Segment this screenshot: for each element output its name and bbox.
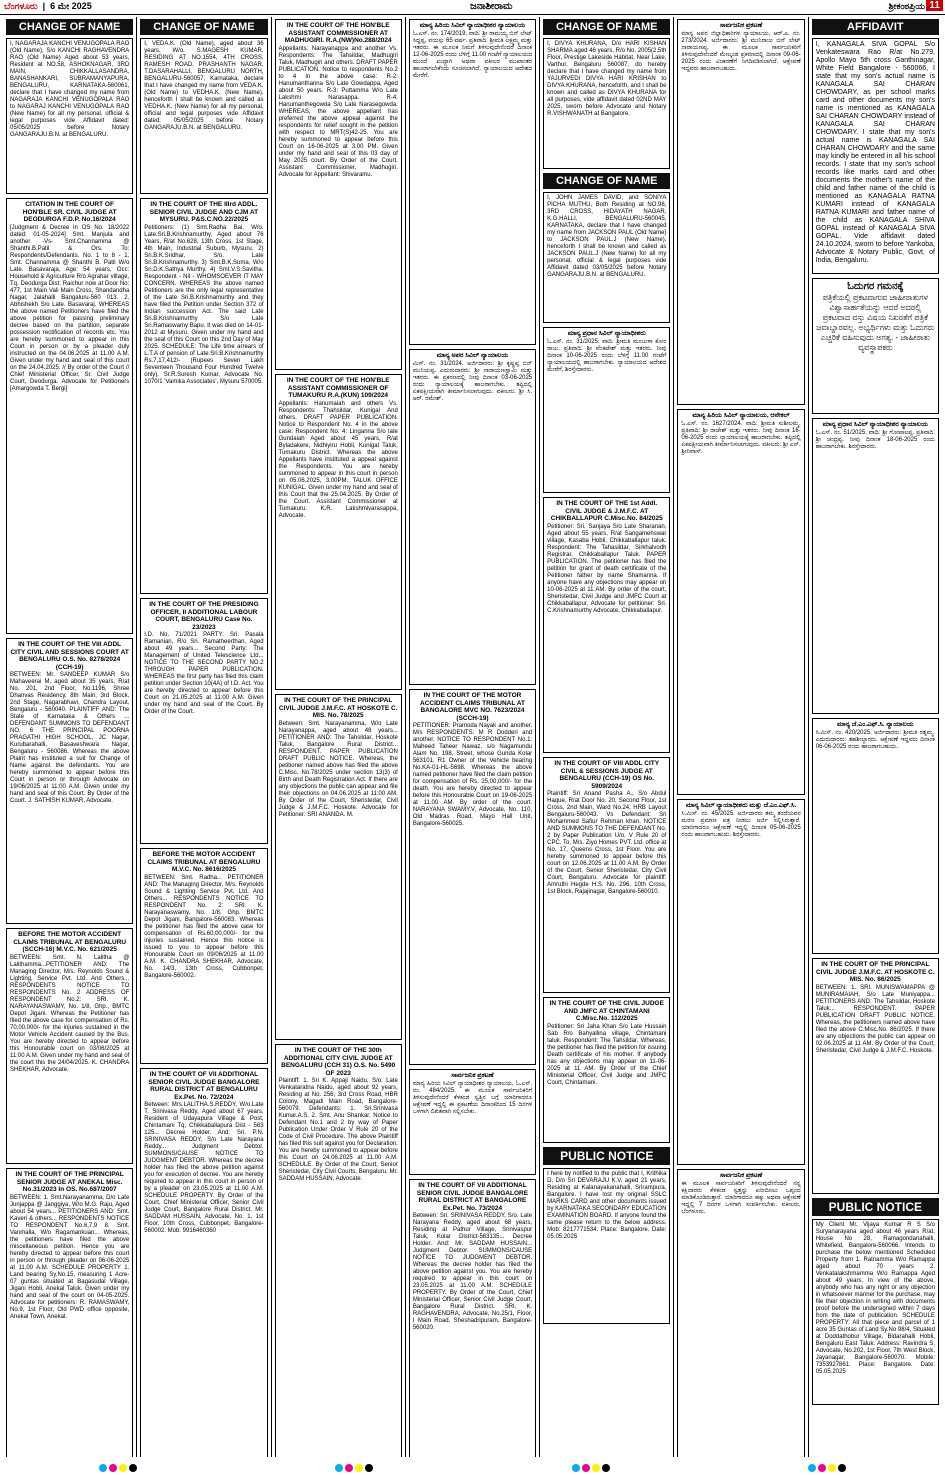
ad-body: [Judgment & Decree in OS No. 18/2022 dated: 01-05-2024] Smt. Manjula and another -Vs- Smt.Channamma @ Shanthi.B.Patil & Ors. To: Respondents/Defendants. No. 1 to 8 - 1. Smt. Channamma @ Shanthi B. Patil W/o Late. Basavaraja, Age: 54 years, Occ: Household & Agriculture R/o Agrahar village, Tq. Deodurga Dist: Raichur now at Door No: 477, 1st Main Vali Main Cross, Shandandha Nagar, Jalahalli Bangaluru-560 013. 2. Abhishekh S/o Late. Basavaraj. WHEREAS the above named Petitioners have filed the above petition for passing preliminary decree based on the partition, separate possession rectification of records etc. You are hereby summoned to appear in this Court in person or by a pleader duly instructed on the 04.06.2025 at 11.00 A.M. Given under my hand and seal of this court on the 24.04.2025. // By order of the Court // Chief Ministerial Officer, Sr. Civil Judge Court, Deodurga. Advocate for Petitioners [Amargowda T. Bergi]: [10, 224, 130, 392]
ad-title: IN THE COURT OF VII ADDITIONAL SENIOR CIVIL JUDGE BANGALORE RURAL DISTRICT AT BANGALORE Ex.Pet. No. 73/2024: [416, 1182, 529, 1212]
classified-ad: [543, 997, 670, 1143]
readers-notice-title: ಓದುಗರ ಗಮನಕ್ಕೆ: [847, 281, 904, 292]
ad-title: BEFORE THE MOTOR ACCIDENT CLAIMS TRIBUNAL AT BENGALURU M.V.C. No. 8616/2025: [147, 851, 261, 873]
ad-body: BETWEEN: Mr. SANDEEP KUMAR S/o Mahaveerai M, aged about 35 years, R/at No. 201, 2nd Floor, No.1196, Shree Dhanvas Residency, 8th Main, 3rd Block, 2nd Stage, Nagarabhavi, Chandra Layout, Bengaluru - 560040. PLAINTIFF AND: The State of Karnataka & Others ... DEFENDANT SUMMONS TO DEFENDANT NO. 6 THE PRINCIPAL POORNA PRAGATHI HIGH SCHOOL, JC Nagar, Kurubarahalli, Basaveshwara Nagar, Bengaluru - 560086. Whereas the above Plaint has instituted a suit for Change of Name against the defendants. You are hereby summoned to appear before this Court in person or through Advocate on 19/06/2025 at 11:00 A.M. Given under my hand and seal of this Court. By Order of the Court. J. SATHISH KUMAR, Advocate.: [10, 672, 130, 804]
ad-body: BETWEEN: 1. SRI. MUNISWAMAPPA @ MUNIRAMAIAH, S/o Late Muniyappa... PETITIONERS AND: The Tahsildar, Hoskote Taluk... RESPONDENT. PAPER PUBLICATION DRAFT PUBLIC NOTICE. Whereas, the petitioners named above have filed the above C.Misc.No. 86/2025. If there are any objections the public can appear on 02.06.2025 at 11 AM. By Order of the Court, Sheristedar, Civil Judge & J.M.F.C. Hoskote.: [815, 984, 935, 1054]
page-number: 11: [926, 0, 943, 11]
ad-body: ಮಾನ್ಯ ಅಪರ ಜಿಲ್ಲಾಧಿಕಾರಿಗಳ ನ್ಯಾಯಾಲಯ, ಆರ್.ಎ. ನಂ. 273/2024. ಅರ್ಜಿದಾರರು: ಶ್ರೀ ಮುನಿರಾಜು ಬಿನ್ ಲೇಟ್ ನಾರಾಯಣಪ್ಪ. ಈ ಮೂಲಕ ಸಾರ್ವಜನಿಕರಿಗೆ ತಿಳಿಸುವುದೇನೆಂದರೆ ಮೇಲ್ಕಂಡ ಪ್ರಕರಣದಲ್ಲಿ ದಿನಾಂಕ 09-06-2025 ರಂದು ವಿಚಾರಣೆಗೆ ನಿಗದಿಪಡಿಸಲಾಗಿದೆ. ಆಕ್ಷೇಪಣೆ ಇದ್ದವರು ಹಾಜರಾಗಬಹುದು.: [681, 30, 801, 72]
classified-ad: [543, 192, 670, 323]
classified-ad: [140, 598, 267, 844]
color-registration-marks: [99, 1464, 137, 1472]
classified-ad: [275, 374, 402, 690]
ad-body: ಸಿ.ಮಿಸ್. ನಂ. 420/2025. ಅರ್ಜಿದಾರರು: ಶ್ರೀಮತಿ ರತ್ನಮ್ಮ. ಎದುರುದಾರರು: ತಹಶೀಲ್ದಾರರು. ಆಕ್ಷೇಪಣೆ ಇದ್ದವರು ದಿನಾಂಕ 06-06-2025 ರಂದು ಹಾಜರಾಗಬಹುದು.: [815, 729, 935, 750]
readers-notice-body: ಪತ್ರಿಕೆಯಲ್ಲಿ ಪ್ರಕಟವಾಗುವ ಜಾಹೀರಾತುಗಳ ವಿಶ್ವಾಸಾರ್ಹತೆಯನ್ನು ಆದರೆ ಅದರಲ್ಲಿ ಪ್ರಕಟವಾದ ವಸ್ತು ವಿಷಯ ನಿಖರತೆಗೆ ಪತ್ರಿಕೆ ಜವಾಬ್ದಾರವಲ್ಲ. ಅಭ್ಯರ್ಥಿಗಳು ಮತ್ತು ಓದುಗರು ಎಚ್ಚರಿಕೆ ವಹಿಸುವುದು ಅಗತ್ಯ. - ಜಾಹೀರಾತು ವ್ಯವಸ್ಥಾಪಕರು: [816, 293, 935, 352]
readers-notice: [812, 278, 939, 414]
ad-title: IN THE COURT OF THE PRINCIPAL CIVIL JUDGE J.M.F.C. AT HOSKOTE C. MIS. No. 86/2025: [815, 961, 935, 983]
classified-ad: [543, 497, 670, 753]
cyan-registration-mark: [99, 1464, 107, 1472]
classified-ad: [140, 198, 267, 594]
ad-title: IN THE COURT OF THE PRINCIPAL CIVIL JUDGE J.M.F.C. AT HOSKOTE C. MIS. No. 78/2025: [278, 697, 398, 719]
ad-title: IN THE COURT OF THE 1st Addl. CIVIL JUDGE & J.M.F.C. AT CHIKBALLAPUR C.Misc.No. 84/2025: [550, 500, 663, 522]
classified-ad: [543, 38, 670, 169]
classified-ad: [275, 1044, 402, 1457]
ad-body: ಸಿ.ಮಿಸ್. ನಂ. 45/2025. ಅರ್ಜಿದಾರರು ತಮ್ಮ ತಂದೆಯವರ ಮರಣ ಪ್ರಮಾಣ ಪತ್ರ ನೀಡಲು ಅರ್ಜಿ ಸಲ್ಲಿಸಿರುತ್ತಾರೆ. ಯಾರಿಗಾದರೂ ಆಕ್ಷೇಪಣೆ ಇದ್ದಲ್ಲಿ ದಿನಾಂಕ 05-06-2025 ರಂದು ಹಾಜರಾಗಬಹುದು. ಶಿರಸ್ತೇದಾರರು.: [681, 810, 801, 838]
ad-body: Plaintiff: Sri Anand Pasha A., S/o Abdul Haque, R/at Door No. 20, Second Floor, 1st Cross, 2nd Main, Ward No.24, HRB Layout Bengaluru-560043. Vs Defendant: Sri Mohammed Safiur Rehman khan. NOTICE AND SUMMONS TO THE DEFENDANT No. 2 by Paper Publication U/o. V Rule 20 of CPC. To, M/s. Ziyo Homes PVT. Ltd. office at No. 17, Queens Cross, 1st Floor. You are hereby summoned to appear before this court on 12.06.2025 at 11.00 A.M. By Order of the Court, Senior Sheristedar, City Civil Court, Bengaluru. Advocate for plaintiff: Amruthi Hegde H.S. No. 296, 10th Cross, 1st Block, Rajajinagar, Bangalore-560010.: [547, 791, 667, 895]
ad-body: Petitioners: (1) Smt.Radha Bai, W/o. Late.Sri.B.Krishnamurthy, Aged about 76 Years, R/at No.628, 13th Cross, 1st Stage, 4th Main, Industrial Suburb, Mysuru. 2) Sri.B.K.Sridhar, S/o. Late Sri.B.Krishnamurthy. 3) Smt.B.K.Suma, W/o Sri.D.K.Sathya Murthy. 4) Smt.V.S.Savitha. Respondent - Nil - WHOMSOEVER IT MAY CONCERN. WHEREAS the above named Petitioners are the only legal representative of the Late Sri.B.Krishnamurthy and they have filed the Petition under Section 372 of Indian succession Act. The said Late Sri.B.Krishnamurthy S/o Late Sri.Ramaswamy Bapu. It was died on 14-01-2012 at Mysuru. Given under my hand and the seal of this Court on this 2nd Day of May 2025. SCHEDULE: The Life time arrears of L.T.A of pension of Late.Sri.B.Krishnamurthy Rs.7,17,412/- (Rupees Seven Lakh Seventeen Thousand Four Hundred Twelve only). Sr.R.Suresh Kumar, Advocate No. 1070/1 'Vamika Associates', Mysuru 570005.: [144, 224, 264, 385]
affidavit-ad: [812, 38, 939, 274]
classified-ad: [812, 958, 939, 1194]
ad-title: ಮಾನ್ಯ ಹಿರಿಯ ಸಿವಿಲ್ ನ್ಯಾಯಾಧೀಶರ ನ್ಯಾಯಾಲಯ: [419, 22, 526, 29]
ad-body: ಈ ಮೂಲಕ ಸಾರ್ವಜನಿಕರಿಗೆ ತಿಳಿಸುವುದೇನೆಂದರೆ ನನ್ನ ಕಕ್ಷಿದಾರರು ಕೆಳಕಂಡ ಸ್ವತ್ತನ್ನು ಖರೀದಿಸಲು ಒಪ್ಪಂದ ಮಾಡಿಕೊಂಡಿರುತ್ತಾರೆ. ಯಾರಿಗಾದರೂ ಹಕ್ಕು ಅಥವಾ ಆಕ್ಷೇಪಣೆ ಇದ್ದಲ್ಲಿ 7 ದಿನಗಳ ಒಳಗಾಗಿ ಸಂಪರ್ಕಿಸಬೇಕು. ವಕೀಲರು, ಬೆಂಗಳೂರು.: [681, 1180, 801, 1215]
public-notice-ad: [812, 1219, 939, 1405]
ad-body: BETWEEN: Smt. N. Lalitha @ Lalithamma...PETITIONER AND: The Managing Director, M/s. Reynolds Sound & Lighting, Service Pvt. Ltd. And Others... RESPONDENTS NOTICE TO RESPONDENTS No. 2 ADDRESS OF RESPONDENT No.2: SRI. K. NARAYANASWAMY, No. 1/8, Ghp., BMTC Depot Jigani. Whereas the Petitioner has filed the above case for compensation of Rs. 70,00,000/- for the injuries sustained in the Motor Vehicle Accident caused by the Bus. You are hereby directed to appear before this Honourable court on 03/06/2025 at 11:00 A.M. Given under my hand and seal of the court this the 24/04/2025. K. CHANDRA SHEKHAR, Advocate.: [10, 954, 130, 1073]
ad-title: IN THE COURT OF THE IIIrd ADDL. SENIOR CIVIL JUDGE AND CJM AT MYSURU. P&S.C.NO.22/2025: [149, 201, 259, 223]
ad-body: Between: Smt. Narayanamma, W/o Late Narayanappa, aged about 48 years... PETITIONER AND: The Tahsildar, Hoskote Taluk, Bangalore Rural District... RESPONDENT. PAPER PUBLICATION DRAFT PUBLIC NOTICE. Whereas, the petitioner named above has filed the above C.Misc. No.78/2025 under section 13(3) of Birth and Death Registration Act. If there are any objections the public can appear and file their objections on 04.06.2025 at 11:00 AM. By Order of the Court, Sheristedar, Civil Judge & J.M.F.C. Hoskote. Advocate for Petitioner: SRI ANANDA. M.: [278, 720, 398, 818]
ad-body: BETWEEN: 1. Smt.Narayanamma, D/o Late Junjappa @ Janggiya, W/o M.G. Raju, Aged about 54 years... PETITIONERS AND: Smt. Kaveri & others... RESPONDENTS NOTICE TO RESPONDENT No.6,7,9 8. Smt. Vanmalla, W/o Ragamankuan... Whereas, the petitioners have filed the above miscellaneous petition. Hence you are hereby directed to appear before this court in person or through pleader on 06-06-2025 at 11.00 A.M. SCHEDULE PROPERTY 1. Land bearing Sy.No.15, measuring 1 Acre-07 guntas situated at Bagasudal Village, Jigani Hobli, Anekal Taluk. Given under my hand and seal of the court on 04-05-2025. Advocate for petitioners: R. RAMASWAMY, No.9, 1st Floor, Old PWD office opposite, Anekal Town, Anekal.: [10, 1194, 130, 1320]
classified-ad: [543, 327, 670, 493]
affidavit-header: AFFIDAVIT: [812, 19, 939, 35]
ad-title: IN THE COURT OF THE MOTOR ACCIDENT CLAIMS TRIBUNAL AT BANGALORE MVC NO. 7623/2024 (SCCH-19): [420, 692, 525, 722]
ad-title: IN THE COURT OF THE HON'BLE ASSISTANT COMMISSIONER OF TUMAKURU R.A.(KUN) 109/2024: [286, 377, 390, 399]
ad-title: ಮಾನ್ಯ ಸಿವಿಲ್ ನ್ಯಾಯಾಧೀಶರು ಮತ್ತು ಜೆ.ಎಂ.ಎಫ್.ಸಿ.: [685, 802, 797, 809]
masthead-brand: ಬೆಂಗಳೂರು: [4, 1, 38, 11]
ad-body: Between: Sri. SRINIVASA REDDY, S/o. Late Narayana Reddy, aged about 68 years, Residing at Pathur Village, Srinivaspur Taluk, Kolar District-563135... Decree Holder. And: Mr. SADDAM HUSSAIN... Judgment Debtor. SUMMONS/CAUSE NOTICE TO JUDGMENT DEBTOR. Whereas the decree holder has filed the above petition against you. You are hereby required to appear in this court on 23.05.2025 at 11.00 A.M. SCHEDULE PROPERTY. By Order of the Court, Chief Ministerial Officer, Senior Civil Judge Court, Bangalore Rural District. SRI. K. RAGHAVENDRA, Advocate, No.25/1, Floor, I Main Road, Sheshadripuram, Bangalore-560020.: [412, 1213, 533, 1331]
classified-ad: [677, 19, 804, 405]
classified-ad: [543, 757, 670, 993]
masthead: [0, 0, 945, 15]
masthead-paper-name: ಜನಾಶೀರಾಮ: [470, 1, 513, 12]
column-5: [540, 17, 674, 1457]
ad-body: Petitioner: Sri. Sanjaya S/o Late Sharanan, Aged about 55 years, R/at Sangamehswar village, Kasaba Hobli, Chikkaballapur taluk. Respondent: The Tahasildar, Sirkhalvodh Registrar, Chikkaballapur Taluk. PAPER PUBLICATION. The petitioner has filed the petition for grant of death certificate of the Petitioner father by name Shamanna. If anyone have any objections may appear on 10-06-2025 at 11 AM. By order of the court, Sheristedar, Civil Judge and JMFC Court at Chikkaballapur. Advocate for petitioner: Sri. C.Krishnamurthy Advocate, Chikkaballapur.: [547, 523, 667, 614]
ad-body: My Client Mr. Vijaya Kumar R S S/o Suryanarayana aged about 46 years R/at, House No 28, Ramagondanahalli, Whitefield, Bangalore-560066. Intends to purchase the below mentioned Scheduled Property from 1. Ratnamma W/o Ramappa aged about 70 years 2. Venkatalakshmamma W/o Ramappa Aged about 49 years. In view of the above, anybody who has any right or any objection in whatsoever manner for the purchase, may file their objection in writing with documents proof before the undersigned within 7 days from the date of publication. SCHEDULE PROPERTY: All that piece and parcel of 1 acre 35 Guntas of Land Sy.No 98/4, Situated at Doddathobur Village, Bidarahalli Hobli, Bengaluru East Taluk. Address: Ravindra S, Advocate, No.202, 1st Floor, 7th West Block, Jayanagar, Bangalore-560070. Mobile: 7353927861. Place: Bangalore. Date: 05.05.2025: [815, 1222, 935, 1375]
cyan-registration-mark: [808, 1464, 816, 1472]
ad-title: IN THE COURT OF THE 30th ADDITIONAL CITY CIVIL JUDGE AT BENGALURU (CCH 31) O.S. No. 5490 OF 2023: [281, 1047, 396, 1077]
ad-title: IN THE COURT OF VII ADDITIONAL SENIOR CIVIL JUDGE BANGALORE RURAL DISTRICT AT BENGALURU Ex.Pet. No. 72/2024: [148, 1071, 260, 1101]
magenta-registration-mark: [582, 1464, 590, 1472]
ad-title: IN THE COURT OF THE PRINCIPAL SENIOR JUDGE AT ANEKAL Misc. No.31/2023 In OS. No.687/2007: [15, 1171, 124, 1193]
ad-body: ಓ.ಎಸ್. ನಂ. 31/2025. ವಾದಿ: ಶ್ರೀಮತಿ ಮಂಜುಳಾ ಕೋಂ ರಾಜು. ಪ್ರತಿವಾದಿ: ಶ್ರೀ ವೆಂಕಟೇಶ್ ಮತ್ತು ಇತರರು. ನೀವು ದಿನಾಂಕ 10-06-2025 ರಂದು ಬೆಳಿಗ್ಗೆ 11.00 ಗಂಟೆಗೆ ನ್ಯಾಯಾಲಯದಲ್ಲಿ ಹಾಜರಾಗಬೇಕು. ನ್ಯಾಯಾಲಯದ ಆದೇಶದ ಮೇರೆಗೆ, ಶಿರಸ್ತೇದಾರರು.: [547, 338, 667, 373]
ad-title: IN THE COURT OF THE HON'BLE ASSISTANT COMMISSIONER AT MADHUGIRI. R.A.(NW)No.288/2024: [284, 22, 392, 44]
yellow-registration-mark: [119, 1464, 127, 1472]
column-header: CHANGE OF NAME: [6, 19, 133, 35]
columns: [3, 17, 942, 1457]
classified-ad: [409, 689, 536, 1065]
ad-title: ಮಾನ್ಯ ಹಿರಿಯ ಸಿವಿಲ್ ನ್ಯಾಯಾಲಯ, ಆನೇಕಲ್: [692, 412, 790, 419]
ad-title: ಮಾನ್ಯ ಪ್ರಧಾನ ಸಿವಿಲ್ ನ್ಯಾಯಾಧೀಶರ ನ್ಯಾಯಾಲಯ: [822, 421, 928, 428]
ad-title: BEFORE THE MOTOR ACCIDENT CLAIMS TRIBUNAL AT BENGALURU (SCCH-16) M.V.C. No. 621/2025: [13, 931, 127, 953]
public-notice-header: PUBLIC NOTICE: [543, 1147, 670, 1165]
classified-ad: [275, 19, 402, 370]
classified-ad: [409, 19, 536, 345]
ad-title: CITATION IN THE COURT OF HON'BLE SR. CIVIL JUDGE AT DEODURGA F.D.P. No.16/2024: [22, 201, 117, 223]
classified-ad: [6, 38, 133, 194]
classified-ad: [409, 1179, 536, 1457]
ad-body: BETWEEN: Smt. Radha... PETITIONER AND: The Managing Director, M/s. Reynolds Sound & Lighting Service Pvt. Ltd. And Others... RESPONDENTS NOTICE TO RESPONDENT No. 2: SRI. K. Narayanaswamy, No. 1/8, Ghp. BMTC Depot Jigani, Bangalore-560083. Whereas the petitioner has filed the above case for compensation of Rs.60,00,000/- for the injuries sustained. Hence this notice is issued to you to appear before this Honourable Court on 09/06/2025 at 11.00 A.M. K. CHANDRA SHEKHAR, Advocate, No. 14/3, 13th Cross, Cubbonpet, Bangalore-560002.: [144, 874, 264, 979]
magenta-registration-mark: [345, 1464, 353, 1472]
ad-body: I, KANAGALA SIVA GOPAL S/o Venkateswara Rao R/at No.279, Apollo Mayo 5th cross Ganthinagar, White Field Bangalore - 560066, I state that my son's actual name is KANAGALA SAI CHARAN CHOWDARY, as per school marks card and other documents my son's name is mentioned as KANAGALA SAI CHARAN CHOWDARY instead of KANAGALA SAI CHARAN CHOWDARY. I state that my son's actual name is KANAGALA SAI CHARAN CHOWDARY and the same may kindly be entered in all his school records. I state that my son's school records like marks card and other documents the mother's name of the child and father name of the child is mentioned as KANAGALA RATNA KUMARI instead of KANAGALA RATNA KUMARI and father name of the child as KANAGALA SHIVA GOPAL instead of KANAGALA SIVA GOPAL. Vide affidavit dated 24.10.2024, sworn to before Yankoba, Advocate & Notary Public, Govt. of India, Bengaluru.: [815, 41, 935, 264]
ad-body: Appellants: Hanumaiah and others Vs. Respondents: Thahsildar, Kunigal And others. DRAFT PAPER PUBLICATION. Notice to Respondent No. 4 in the above case: Respondent No. 4: Linganna S/o late Gundaiah Aged about 45 years, R/at Byladakere, Nidhiyiru Hobli, Kunigal Taluk, Tumakuru District. Whereas the above Appellants have instituted a appeal against the Respondents. You are hereby summoned to appear in this court in person on 05.06.2025, 3.00PM. TALUK OFFICE KUNIGAL. Given under my hand and seal of this Court that the 25.04.2025. By Order of the Court. Assistant Commissioner at Tumakuru. K.R. Lakshmivarasappa, Advocate.: [278, 400, 398, 519]
column-header: CHANGE OF NAME: [543, 173, 670, 189]
ad-title: ಸಾರ್ವಜನಿಕ ಪ್ರಕಟಣೆ: [719, 1172, 763, 1179]
public-notice-header: PUBLIC NOTICE: [812, 1198, 939, 1216]
black-registration-mark: [838, 1464, 846, 1472]
column-3: [272, 17, 406, 1457]
ad-body: PETITIONER: Pramoda Nayak and another. M/s RESPONDENTS: M R Dodderi and another. NOTICE TO RESPONDENT No.1: Maheed Taheer Nawaz, s/o Nagamundu Alam No. 198, Street, whose Gunda Kolar 563101. R1 Owner of the Vehicle bearing No.KA-01-HL-5698. Whereas the above named petitioner have filed the claim petition for compensation of Rs. 25,00,000/- for the death. You are hereby directed to appear before this Honourable Court on 19-06-2025 at 11.00 AM. By order of the court. NARAYANA SWAMY.V, Advocate, No. 110, Old Madras Road, Mayo Hall Unit, Bangalore-560025.: [412, 723, 533, 827]
ad-body: I, NAGARAJA KANCHI VENUGOPALA RAO (Old Name), S/o KANCHI RAGHAVENDRA RAO (Old Name) Aged about 53 years, Resident at NO.58, ASHOKNAGAR, 3RD MAIN, CHIKKALLASANDRA, BANASHANKARI, SUBRAMANYAPURA, BENGALURU, KARNATAKA-560061, declare that I have changed my name from NAGARAJA KANCHI VENUGOPALA RAO to NAGARAJ KANCHI VENUGOPALA RAO (New Name) for all my personal, official & legal purposes vide Affidavit dated: 05/05/2025 before Notary GANGARAJU.B.N. at BENGALURU.: [10, 41, 130, 138]
cyan-registration-mark: [572, 1464, 580, 1472]
ad-body: Appellants: Narayanappa and another Vs. Respondents: The Tahsildar, Madhugiri Taluk, Madhugiri and others. DRAFT PAPER PUBLICATION. Notice to respondents No.2 to 4 in the above case: R-2: Hanumanthanna S/o Late Gowdappa, Aged about 50 years. R-3: Puttamma W/o Late Lakshmi Narasappa. R-4: Hanumanthegowda S/o Late Narasegowda. WHEREAS, the above appellant has preferred the above appeal against the respondents for relief sought in the petition with respect to MRT(S)42-25. You are hereby summoned to appear before this Court on 16-06-2025 at 3.00 PM. Given under my hand and seal of this 03 day of May 2025 court. By Order of the Court. Assistant Commissioner, Madhugiri. Advocate for Appellant: Shivaramu.: [278, 45, 398, 178]
classified-ad: [140, 1068, 267, 1457]
ad-body: I.D. No. 71/2021 PARTY: Sri. Pasala Ramanian, R/o Sri. Ramatheerthan, Aged about 49 years... Second Party: The Management of United Telescience Ltd... NOTICE TO THE SECOND PARTY NO.2 THROUGH PAPER PUBLICATION. WHEREAS the first party has filed this claim petition under Section 10(4A) of I.D. Act. You are hereby directed to appear before this Court on 21.05.2025 at 11:00 A.M. Given under my hand and seal of the Court. By Order of the Court.: [144, 632, 264, 715]
yellow-registration-mark: [355, 1464, 363, 1472]
yellow-registration-mark: [592, 1464, 600, 1472]
black-registration-mark: [602, 1464, 610, 1472]
ad-title: IN THE COURT OF THE PRESIDING OFFICER, II ADDITIONAL LABOUR COURT, BENGALURU Case No. 23/2023: [149, 601, 259, 631]
ad-body: Between: Mrs.LALITHA.S.REDDY, W/o.Late T. Srinivasa Reddy, Aged about 67 years, Resident of Udayapura Village & Post, Chintamani Tq, Chikkaballapura Dist - 563 125... Decree Holder. And: Sri. P.N. SRINIVASA REDDY, S/o Late Narayana Reddy... Judgment Debtor. SUMMONS/CAUSE NOTICE TO JUDGMENT DEBTOR. Whereas the decree holder has filed the above petition against you for execution of decree. You are hereby required to appear in this court in person or by a pleader on 23.05.2025 at 11.00 A.M. SCHEDULE PROPERTY. By Order of the Court, Chief Ministerial Officer, Senior Civil Judge Court, Bangalore Rural District. Mr. SADDAM HUSSAIN, Advocate, No. 1, 1st Floor, 10th Cross, Cubbonpet, Bangalore-560002. Mob: 9916460360: [144, 1102, 264, 1234]
classified-ad: [140, 848, 267, 1064]
classified-ad: [677, 1169, 804, 1457]
column-6: [674, 17, 808, 1457]
classified-ad: [6, 1168, 133, 1457]
print-registration-marks: [0, 1460, 945, 1475]
magenta-registration-mark: [109, 1464, 117, 1472]
classified-ad: [677, 799, 804, 1165]
ad-title: IN THE COURT OF THE CIVIL JUDGE AND JMFC AT CHINTAMANI C.Misc.No. 112/2025: [549, 1000, 664, 1022]
classified-ad: [275, 694, 402, 1040]
column-2: [137, 17, 271, 1457]
color-registration-marks: [808, 1464, 846, 1472]
ad-body: I, JOHN JAMES DAVID, and SONIYA PICHA MUTHU, Both Residing at NO.98, 3RD CROSS, HIDAYATH NAGAR, K.G.HALLI, BENGALURU-560045, KARNATAKA, declare that I have changed my name from JACKSON PAUL (Old Name) to JACKSON PAUL.J (New Name), henceforth I shall be known and called as JACKSON PAUL.J (New Name) for all my personal, official & legal purposes vide Affidavit dated 03/05/2025 before Notary GANGARAJU.B.N. at BENGALURU.: [547, 195, 667, 278]
column-7: [809, 17, 942, 1457]
ad-body: I, VEDA.K. (Old Name), aged about 36 years, W/o. S.MAGESH KUMAR, RESIDING AT NO.1554, 4TH CROSS, RAMESH ROAD, PRASHANTH NAGAR, T.DASARAHALLI, BENGALURU NORTH, BENGALURU-560057, Karnataka, declare that I have changed my name from VEDA.K. (Old Name) to VEDHA.K. (New Name), henceforth I shall be known and called as VEDHA.K. (New Name) for all my personal, official and legal purposes vide Affidavit dated: 05/05/2025 before Notary GANGARAJU.B.N. at BENGALURU.: [144, 41, 264, 131]
yellow-registration-mark: [828, 1464, 836, 1472]
ad-title: ಸಾರ್ವಜನಿಕ ಪ್ರಕಟಣೆ: [451, 1072, 494, 1079]
classified-ad: [409, 349, 536, 685]
ad-body: ಓ.ಎಸ್. ನಂ. 51/2025. ವಾದಿ: ಶ್ರೀ ಗೋಪಾಲಪ್ಪ. ಪ್ರತಿವಾದಿ: ಶ್ರೀ ಚಂದ್ರಪ್ಪ. ನೀವು ದಿನಾಂಕ 18-06-2025 ರಂದು ಹಾಜರಾಗಬೇಕು. ಶಿರಸ್ತೇದಾರರು.: [815, 429, 935, 450]
black-registration-mark: [129, 1464, 137, 1472]
ad-body: I here by notified to the public that I, Krithika D, D/o Sri DEVARAJU K.V. aged 21 years, Residing at Kalanayakanahalli, Srirampura, Bangalore. I have lost my original SSLC MARKS CARD and other documents issued by KARNATAKA SECONDARY EDUCATION EXAMINATION BOARD. If anyone found the same please return to the below address. Mob: 8217771534. Place: Bangalore. Date: 05.05.2025: [547, 1171, 667, 1240]
ad-title: IN THE COURT OF VIII ADDL CITY CIVIL & SESSIONS JUDGE AT BENGALURU (CCH-19) OS No. 5909/2024: [554, 760, 660, 790]
color-registration-marks: [572, 1464, 610, 1472]
column-header: CHANGE OF NAME: [543, 19, 670, 35]
magenta-registration-mark: [818, 1464, 826, 1472]
ad-title: ಮಾನ್ಯ ಪ್ರಧಾನ ಸಿವಿಲ್ ನ್ಯಾಯಾಧೀಶರು: [567, 330, 646, 337]
masthead-date: 6 ಮೇ 2025: [50, 1, 92, 11]
ad-body: I, DIVYA KHURANA, D/o HARI KISHAN SHARMA aged 46 years, R/o No. 2005(2,5th Floor, Prestige Lakeside Habitat, Near Lake, Varthur, Bengaluru 560087, do hereby declare that I have changed my name from YAJURVEDI DIVYA HARI KRISHAN to DIVYA KHURANA, henceforth, and I shall be known and called as DIVYA KHURANA for all purposes, vide affidavit dated 02ND MAY 2025, sworn before Advocate and Notary R.VISHWANATH at Bangalore.: [547, 41, 667, 117]
column-1: [3, 17, 137, 1457]
ad-body: ಮಿಸ್. ನಂ. 31/2024. ಅರ್ಜಿದಾರರು: ಶ್ರೀ ಕೃಷ್ಣಪ್ಪ ಬಿನ್ ಮುನಿಯಪ್ಪ. ಎದುರುದಾರರು: ಶ್ರೀ ನಾರಾಯಣಸ್ವಾಮಿ ಮತ್ತು ಇತರರು. ಈ ಪ್ರಕರಣದಲ್ಲಿ ನೀವು ದಿನಾಂಕ 03-06-2025 ರಂದು ನ್ಯಾಯಾಲಯಕ್ಕೆ ಹಾಜರಾಗಬೇಕು. ತಪ್ಪಿದಲ್ಲಿ ಏಕಪಕ್ಷೀಯವಾಗಿ ತೀರ್ಮಾನಿಸಲಾಗುವುದು. ವಕೀಲರು: ಶ್ರೀ ಸಿ. ಆರ್. ರಮೇಶ್.: [412, 360, 533, 402]
ad-title: ಮಾನ್ಯ ಅಪರ ಸಿವಿಲ್ ನ್ಯಾಯಾಲಯ: [436, 352, 509, 359]
classified-ad: [6, 638, 133, 924]
color-registration-marks: [335, 1464, 373, 1472]
masthead-right-brand: ಶ್ರೀಕಂಠಪ್ರಿಯ: [888, 1, 925, 11]
classified-ad: [6, 928, 133, 1164]
column-4: [406, 17, 540, 1457]
cyan-registration-mark: [335, 1464, 343, 1472]
black-registration-mark: [365, 1464, 373, 1472]
ad-title: ಸಾರ್ವಜನಿಕ ಪ್ರಕಟಣೆ: [719, 22, 763, 29]
classified-ad: [812, 718, 939, 954]
ad-title: IN THE COURT OF THE VIII ADDL CITY CIVIL AND SESSIONS COURT AT BENGALURU O.S. No. 8278/2024 (CCH-19): [10, 641, 129, 671]
ad-body: Petitioner: Sri Jaha Khan S/o Late Hussain Sab R/o Bahyallina village, Chintamani taluk. Respondent: The Tahsildar. Whereas, the petitioner has filed the petition for issuing Death certificate of his mother. If anybody has any objections may appear on 11-06-2025 at 11 AM. By Order of the Chief Ministerial Officer, Civil Judge and JMFC Court, Chintamani.: [547, 1023, 667, 1086]
ad-body: Plaintiff: 1. Sri K. Appaji Naidu, S/o. Late Venkataratna Naidu, aged about 92 years, Residing at No. 256, 3rd Cross Road, HBR Colony, Magadi Main Road, Bangalore-560079. Defendants: 1. Sri.Srinivasa Kumar.A.S. 2. Smt. Anu Shankar. Notice to Defendant No.1 and 2 by way of Paper Publication Under Order V Rule 20 of the Code of Civil Procedure. The above Plaintiff has filed this suit against you for Declaration. You are hereby summoned to appear before this Court on 24.06.2025 at 11.00 A.M. SCHEDULE. By Order of the Court, Senior Sheristedar, City Civil Courts, Bengaluru. Mr. SADDAM HUSSAIN, Advocate.: [278, 1078, 398, 1182]
ad-title: ಮಾನ್ಯ ಜೆ.ಎಂ.ಎಫ್.ಸಿ. ನ್ಯಾಯಾಲಯ: [837, 721, 914, 728]
classified-ad: [543, 1168, 670, 1324]
ad-body: ಓ.ಎಸ್. ನಂ. 1627/2024. ವಾದಿ: ಶ್ರೀಮತಿ ಸುಶೀಲಮ್ಮ. ಪ್ರತಿವಾದಿ: ಶ್ರೀ ರಾಜೇಶ್ ಮತ್ತು ಇತರರು. ನೀವು ದಿನಾಂಕ 16-06-2025 ರಂದು ನ್ಯಾಯಾಲಯಕ್ಕೆ ಹಾಜರಾಗಬೇಕು. ತಪ್ಪಿದಲ್ಲಿ ಏಕಪಕ್ಷೀಯವಾಗಿ ತೀರ್ಮಾನಿಸಲಾಗುವುದು. ವಕೀಲರು: ಶ್ರೀ ಎನ್. ಶ್ರೀನಿವಾಸ್.: [681, 420, 801, 455]
ad-body: ಓ.ಎಸ್. ನಂ. 174/2019. ವಾದಿ: ಶ್ರೀ ರಾಮಯ್ಯ ಬಿನ್ ಲೇಟ್ ಸಿದ್ದಪ್ಪ, ವಯಸ್ಸು 65 ವರ್ಷ. ಪ್ರತಿವಾದಿ: ಶ್ರೀಮತಿ ಲಕ್ಷ್ಮಮ್ಮ ಮತ್ತು ಇತರರು. ಈ ಮೂಲಕ ನಿಮಗೆ ತಿಳಿಸುವುದೇನೆಂದರೆ ದಿನಾಂಕ 12-06-2025 ರಂದು ಬೆಳಿಗ್ಗೆ 11.00 ಗಂಟೆಗೆ ನ್ಯಾಯಾಲಯದ ಮುಂದೆ ಖುದ್ದಾಗಿ ಅಥವಾ ವಕೀಲರ ಮುಖಾಂತರ ಹಾಜರಾಗಬೇಕೆಂದು ಸೂಚಿಸಲಾಗಿದೆ. ನ್ಯಾಯಾಲಯದ ಆದೇಶದ ಮೇರೆಗೆ.: [412, 30, 533, 79]
classified-ad: [6, 198, 133, 634]
column-header: CHANGE OF NAME: [140, 19, 267, 35]
ad-body: ಮಾನ್ಯ ಹಿರಿಯ ಸಿವಿಲ್ ನ್ಯಾಯಾಧೀಶರ ನ್ಯಾಯಾಲಯ, ಓ.ಎಸ್. ನಂ. 484/2025. ಈ ಮೂಲಕ ಸಾರ್ವಜನಿಕರಿಗೆ ತಿಳಿಸುವುದೇನೆಂದರೆ ಕೆಳಕಂಡ ಸ್ವತ್ತಿನ ಬಗ್ಗೆ ಯಾರಿಗಾದರೂ ಆಕ್ಷೇಪಣೆ ಇದ್ದಲ್ಲಿ ಈ ಪ್ರಕಟಣೆಯ ದಿನಾಂಕದಿಂದ 15 ದಿನಗಳ ಒಳಗಾಗಿ ಲಿಖಿತವಾಗಿ ಸಲ್ಲಿಸಬೇಕು.: [412, 1080, 533, 1115]
masthead-left: ಬೆಂಗಳೂರು | 6 ಮೇ 2025: [4, 1, 92, 11]
classified-ad: [140, 38, 267, 194]
classified-ad: [677, 409, 804, 795]
classified-ad: [409, 1069, 536, 1175]
classified-ad: [812, 418, 939, 714]
